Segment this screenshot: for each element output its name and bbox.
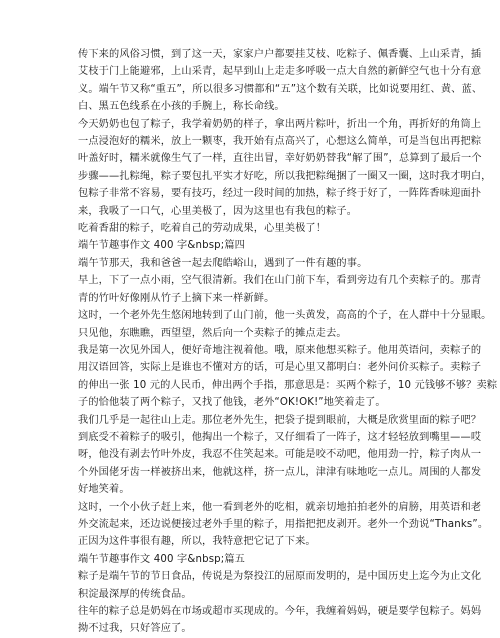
text-line: 步骤——扎粽绳，粽子要包扎平实才好吃，所以我把粽绳捆了一圈又一圈，这时我才明白， xyxy=(78,170,492,182)
text-line: 吃着香甜的粽子，吃着自己的劳动成果，心里美极了！ xyxy=(78,223,327,235)
text-line: 呀，他没有剥去竹叶外皮，我忍不住笑起来。可能是咬不动吧，他用劲一拧，粽子肉从一 xyxy=(78,449,482,461)
text-line: 这时，一个老外先生悠闲地转到了山门前，他一头黄发，高高的个子，在人群中十分显眼。 xyxy=(78,310,492,322)
text-line: 叶盖好时，糯米就像生气了一样，直往出冒，幸好奶奶替我“解了围”，总算到了最后一个 xyxy=(78,153,482,165)
text-line: 传下来的风俗习惯，到了这一天，家家户户都要挂艾枝、吃粽子、佩香囊、上山采青，插 xyxy=(78,49,482,60)
text-line: 来，我吸了一口气，心里美极了，因为这里也有我包的粽子。 xyxy=(78,205,358,217)
text-line: 的伸出一张 10 元的人民币，伸出两个手指，那意思是：买两个粽子，10 元钱够不够？卖粽 xyxy=(78,379,498,391)
text-line: 端午节趣事作文 400 字&nbsp;篇五 xyxy=(78,553,246,565)
text-line: 早上，下了一点小雨，空气很清新。我们在山门前下车，看到旁边有几个卖粽子的。那青 xyxy=(78,275,482,287)
text-line: 艾枝于门上能避邪，上山采青，起早到山上走走多呼吸一点大自然的新鲜空气也十分有意 xyxy=(78,66,482,78)
text-line: 义。端午节又称“重五”，所以很多习惯都和“五”这个数有关联，比如说要用红、黄、蓝、 xyxy=(78,83,483,95)
document-body xyxy=(78,46,498,638)
text-line: 积淀最深厚的传统食品。 xyxy=(78,588,192,600)
text-line: 好地笑着。 xyxy=(78,484,130,496)
text-line: 包粽子非常不容易，要有技巧，经过一段时间的加热，粽子终于好了，一阵阵香味迎面扑 xyxy=(78,188,482,200)
text-line: 拗不过我，只好答应了。 xyxy=(78,623,192,635)
text-line: 正因为这件事很有趣，所以，我特意把它记了下来。 xyxy=(78,536,316,548)
text-line: 端午节那天，我和爸爸一起去爬皓峪山，遇到了一件有趣的事。 xyxy=(78,257,368,269)
text-line: 今天奶奶也包了粽子，我学着奶奶的样子，拿出两片粽叶，折出一个角，再折好的角筒上 xyxy=(78,118,482,130)
text-line: 只见他，东瞧瞧，西望望，然后向一个卖粽子的摊点走去。 xyxy=(78,327,347,339)
text-line: 个外国佬牙齿一样被挤出来，他就这样，挤一点儿，津津有味地吃一点儿。周围的人都发 xyxy=(78,466,482,478)
text-line: 这时，一个小伙子赶上来，他一看到老外的吃相，就亲切地拍拍老外的肩膀，用英语和老 xyxy=(78,501,482,513)
text-line: 用汉语回答，实际上是谁也不懂对方的话，可是心里又都明白：老外问价买粽子。卖粽子 xyxy=(78,362,482,374)
text-line: 我是第一次见外国人，便好奇地注视着他。哦，原来他想买粽子。他用英语问，卖粽子的 xyxy=(78,344,482,356)
text-line: 青的竹叶好像刚从竹子上摘下来一样新鲜。 xyxy=(78,292,275,304)
text-line: 一点浸泡好的糯米，放上一颗枣，我开始有点高兴了，心想这么简单，可是当包出再把粽 xyxy=(78,136,482,148)
text-line: 往年的粽子总是奶妈在市场或超市买现成的。今年，我缠着妈妈，硬是要学包粽子。妈妈 xyxy=(78,606,482,617)
text-line: 到底受不着粽子的吸引，他掏出一个粽子，又仔细看了一阵子，这才轻轻放到嘴里——哎 xyxy=(78,431,482,443)
text-line: 粽子是端午节的节日食品，传说是为祭投江的屈原而发明的，是中国历史上迄今为止文化 xyxy=(78,571,482,583)
text-line: 白、黑五色线系在小孩的手腕上，称长命线。 xyxy=(78,101,285,113)
text-line: 外交流起来，还边说便接过老外手里的粽子，用指把把皮剥开。老外一个劲说“Thanks”。 xyxy=(78,518,489,530)
text-line: 端午节趣事作文 400 字&nbsp;篇四 xyxy=(78,240,246,252)
text-line: 我们几乎是一起往山上走。那位老外先生，把袋子提到眼前，大概是欣赏里面的粽子吧？ xyxy=(78,414,482,426)
text-line: 子的恰他装了两个粽子，又找了他钱，老外“OK!OK!”地笑着走了。 xyxy=(78,397,386,409)
